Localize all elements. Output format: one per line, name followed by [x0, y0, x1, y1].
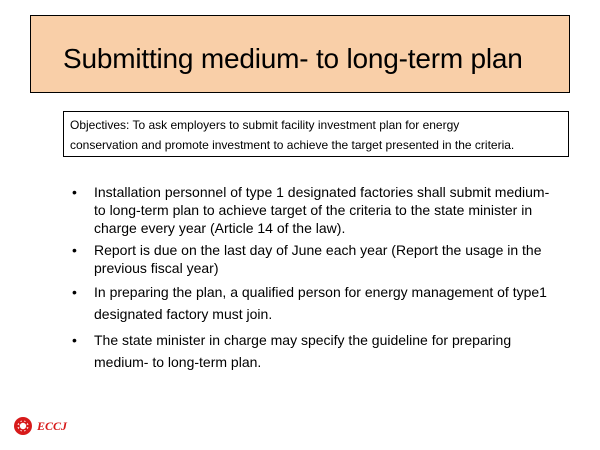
eccj-logo [13, 415, 67, 437]
slide-title: Submitting medium- to long-term plan [63, 43, 523, 74]
bullet-text: The state minister in charge may specify the guideline for preparing medium- to long-term plan. [94, 332, 512, 370]
bullet-item [72, 241, 562, 277]
bullet-text: In preparing the plan, a qualified person for energy management of type1 designated factory must join. [94, 284, 547, 322]
objectives-box [63, 111, 569, 157]
title-banner [30, 15, 570, 93]
bullet-dot: • [72, 242, 77, 258]
bullet-item [72, 281, 562, 325]
eccj-logo-text: ECCJ [37, 418, 68, 433]
bullet-dot: • [72, 284, 77, 300]
bullet-dot: • [72, 184, 77, 200]
bullet-item [72, 329, 562, 373]
eccj-logo-icon [13, 416, 33, 436]
bullet-text: Installation personnel of type 1 designated factories shall submit medium- to long-term plan to achieve target of the criteria to the state minister in charge every year (Article 14 of the law). [94, 184, 550, 236]
bullet-item [72, 183, 562, 237]
objectives-line-2: conservation and promote investment to achieve the target presented in the criteria. [70, 138, 515, 152]
bullet-list [72, 183, 562, 377]
objectives-line-1: Objectives: To ask employers to submit facility investment plan for energy [70, 118, 460, 132]
bullet-text: Report is due on the last day of June each year (Report the usage in the previous fiscal year) [94, 242, 542, 276]
bullet-dot: • [72, 332, 77, 348]
